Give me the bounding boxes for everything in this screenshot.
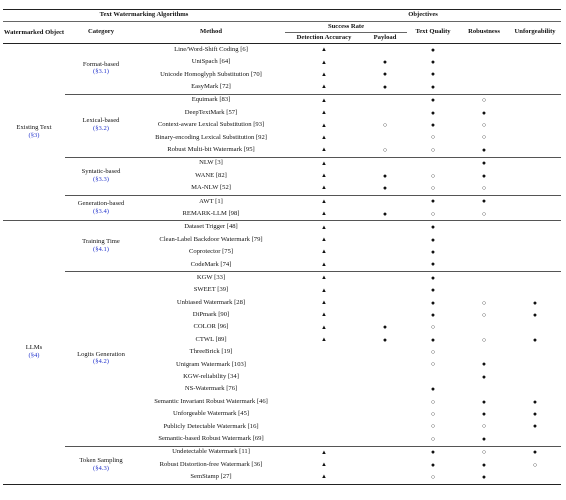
mark-pl: [363, 107, 407, 119]
mark-uf: [509, 471, 561, 484]
category-section-link[interactable]: (§4.3): [93, 464, 109, 472]
robustness-header: Robustness: [468, 28, 500, 36]
object-section-link[interactable]: (§3): [28, 131, 40, 139]
mark-uf: ●: [532, 397, 538, 406]
mark-rb: ●: [481, 145, 487, 154]
method-cell: Binary-encoding Lexical Substitution [92]: [155, 133, 267, 141]
mark-uf: [509, 433, 561, 446]
mark-da: ▲: [321, 337, 327, 344]
mark-tq: ●: [430, 235, 436, 244]
mark-da: ▲: [285, 94, 363, 107]
mark-uf: [509, 208, 561, 221]
mark-tq: ●: [407, 221, 459, 234]
mark-tq: ○: [430, 133, 436, 142]
category-name: Lexical-based: [82, 117, 120, 125]
mark-tq: ●: [407, 195, 459, 208]
category-section-link[interactable]: (§3.1): [93, 68, 109, 76]
mark-uf: ○: [532, 460, 538, 469]
method-cell: KGW-reliability [34]: [183, 373, 239, 381]
text-quality-header: Text Quality: [415, 28, 451, 36]
mark-rb: [459, 259, 509, 272]
mark-da: ▲: [321, 84, 327, 91]
mark-uf: [509, 94, 561, 107]
mark-uf: [509, 107, 561, 119]
table-row: [3, 195, 561, 208]
mark-da: [285, 371, 363, 383]
mark-uf: [509, 132, 561, 144]
mark-da: ▲: [285, 272, 363, 285]
mark-da: ▲: [321, 237, 327, 244]
mark-pl: ○: [382, 121, 388, 130]
mark-da: [285, 433, 363, 446]
mark-uf: [509, 272, 561, 285]
mark-pl: [363, 471, 407, 484]
mark-uf: [509, 144, 561, 157]
mark-rb: ●: [459, 157, 509, 170]
mark-uf: [509, 56, 561, 68]
mark-tq: ●: [407, 446, 459, 459]
table-row: [3, 221, 561, 234]
method-cell: CodeMark [74]: [190, 260, 232, 268]
category-name: Token Sampling: [79, 456, 123, 464]
mark-da: ▲: [285, 446, 363, 459]
mark-rb: ●: [481, 171, 487, 180]
mark-uf: [509, 346, 561, 358]
mark-tq: ○: [430, 183, 436, 192]
method-cell: Publicly Detectable Watermark [16]: [163, 422, 259, 430]
mark-pl: ●: [382, 171, 388, 180]
category-section-link[interactable]: (§3.2): [93, 125, 109, 133]
mark-pl: ●: [382, 183, 388, 192]
mark-tq: ○: [430, 410, 436, 419]
table-body: [3, 44, 561, 485]
method-cell: SWEET [39]: [193, 286, 229, 294]
mark-uf: [509, 195, 561, 208]
mark-uf: ●: [509, 446, 561, 459]
mark-da: ▲: [321, 59, 327, 66]
mark-pl: [363, 396, 407, 408]
mark-rb: ○: [481, 422, 487, 431]
table-row: [3, 94, 561, 107]
mark-pl: [363, 157, 407, 170]
mark-da: ▲: [321, 211, 327, 218]
mark-pl: [363, 94, 407, 107]
method-cell: Equimark [83]: [137, 94, 285, 107]
category-section-link[interactable]: (§4.1): [93, 245, 109, 253]
method-cell: NLW [3]: [137, 157, 285, 170]
table-row: [3, 272, 561, 285]
mark-da: ▲: [321, 287, 327, 294]
mark-uf: [509, 182, 561, 195]
mark-tq: ○: [430, 323, 436, 332]
method-cell: UniSpach [64]: [191, 58, 231, 66]
mark-da: ▲: [321, 147, 327, 154]
mark-rb: ●: [481, 360, 487, 369]
category-section-link[interactable]: (§3.4): [93, 207, 109, 215]
mark-da: ▲: [321, 134, 327, 141]
mark-pl: ●: [382, 323, 388, 332]
mark-tq: ●: [430, 82, 436, 91]
mark-pl: ●: [382, 209, 388, 218]
mark-pl: [363, 459, 407, 471]
watermarked-object-cell: [3, 221, 65, 484]
mark-uf: [509, 44, 561, 57]
method-cell: Coprotector [75]: [188, 248, 234, 256]
mark-da: ▲: [321, 324, 327, 331]
mark-pl: [363, 446, 407, 459]
mark-da: [285, 408, 363, 420]
mark-tq: ○: [430, 360, 436, 369]
mark-rb: [459, 44, 509, 57]
mark-rb: ○: [481, 133, 487, 142]
category-section-link[interactable]: (§4.2): [93, 358, 109, 366]
mark-rb: [459, 322, 509, 334]
method-cell: AWT [1]: [137, 195, 285, 208]
mark-uf: ●: [532, 335, 538, 344]
method-cell: WANE [82]: [195, 171, 227, 179]
mark-pl: [363, 132, 407, 144]
category-header: Category: [88, 28, 114, 36]
mark-da: ▲: [321, 300, 327, 306]
mark-da: ▲: [321, 71, 327, 78]
mark-da: ▲: [321, 312, 327, 319]
method-cell: EasyMark [72]: [191, 83, 231, 91]
watermarking-table: [3, 9, 561, 485]
mark-pl: [363, 421, 407, 433]
mark-uf: ●: [532, 310, 538, 319]
mark-uf: [509, 119, 561, 131]
mark-tq: ●: [430, 385, 436, 394]
mark-pl: ●: [382, 82, 388, 91]
mark-rb: [459, 221, 509, 234]
mark-pl: [363, 384, 407, 396]
table-row: [3, 44, 561, 57]
mark-tq: ●: [430, 58, 436, 67]
mark-rb: [459, 81, 509, 94]
mark-tq: ●: [430, 70, 436, 79]
mark-uf: [509, 234, 561, 246]
method-cell: CTWL [89]: [195, 335, 227, 343]
method-cell: NS-Watermark [76]: [184, 385, 238, 393]
mark-rb: ○: [481, 209, 487, 218]
method-cell: REMARK-LLM [98]: [182, 209, 240, 217]
mark-uf: [509, 359, 561, 371]
mark-pl: [363, 297, 407, 309]
mark-tq: [407, 157, 459, 170]
algorithms-group-header: Text Watermarking Algorithms: [3, 10, 285, 22]
method-cell: Robust Multi-bit Watermark [95]: [167, 146, 255, 154]
mark-rb: ○: [481, 183, 487, 192]
method-cell: Semantic-based Robust Watermark [69]: [158, 435, 264, 442]
table-row: [3, 157, 561, 170]
mark-da: [285, 421, 363, 433]
method-cell: Unigram Watermark [103]: [175, 360, 247, 368]
unforgeability-header: Unforgeability: [514, 28, 556, 36]
mark-tq: ○: [407, 471, 459, 484]
mark-da: ▲: [285, 157, 363, 170]
mark-da: [285, 359, 363, 371]
category-name: Logits Generation: [77, 350, 125, 358]
mark-rb: ●: [481, 410, 487, 419]
mark-uf: [509, 221, 561, 234]
mark-rb: ○: [481, 121, 487, 130]
method-cell: Robust Distortion-free Watermark [36]: [159, 460, 263, 468]
category-name: Generation-based: [77, 199, 125, 207]
mark-pl: [363, 234, 407, 246]
method-cell: Unforgeable Watermark [45]: [172, 410, 250, 418]
method-cell: Unbiased Watermark [28]: [176, 298, 246, 306]
mark-rb: ○: [481, 310, 487, 319]
mark-da: [285, 346, 363, 358]
mark-da: ▲: [321, 185, 327, 192]
method-cell: ThreeBrick [19]: [189, 348, 233, 356]
mark-uf: [509, 170, 561, 182]
mark-rb: [459, 69, 509, 81]
mark-pl: ●: [382, 335, 388, 344]
mark-da: ▲: [321, 462, 327, 469]
detection-accuracy-header: Detection Accuracy: [296, 33, 352, 41]
mark-uf: [509, 81, 561, 94]
method-cell: DiPmark [90]: [192, 311, 230, 319]
mark-pl: [363, 284, 407, 296]
mark-uf: [509, 259, 561, 272]
mark-rb: ●: [459, 195, 509, 208]
method-cell: Semantic Invariant Robust Watermark [46]: [154, 397, 268, 405]
method-header: Method: [200, 28, 222, 36]
method-cell: DeepTextMark [57]: [184, 108, 238, 116]
mark-da: ▲: [321, 261, 327, 268]
mark-pl: [363, 408, 407, 420]
mark-rb: [459, 272, 509, 285]
mark-uf: [509, 246, 561, 258]
mark-da: ▲: [285, 471, 363, 484]
object-name: LLMs: [25, 344, 43, 352]
mark-uf: [509, 157, 561, 170]
method-cell: Context-aware Lexical Substitution [93]: [157, 121, 265, 129]
mark-pl: [363, 309, 407, 321]
mark-rb: [459, 284, 509, 296]
mark-rb: [459, 384, 509, 396]
mark-rb: ●: [481, 397, 487, 406]
method-cell: MA-NLW [52]: [191, 184, 231, 192]
mark-uf: [509, 322, 561, 334]
table-row: [3, 446, 561, 459]
mark-rb: ●: [481, 460, 487, 469]
object-name: Existing Text: [16, 124, 52, 132]
mark-rb: ●: [481, 434, 487, 443]
mark-pl: ●: [382, 58, 388, 67]
mark-da: ▲: [321, 173, 327, 180]
mark-rb: ○: [459, 94, 509, 107]
mark-tq: ●: [430, 286, 436, 295]
mark-rb: [459, 234, 509, 246]
mark-da: ▲: [285, 221, 363, 234]
mark-da: [285, 396, 363, 408]
mark-tq: ●: [430, 460, 436, 469]
success-rate-header: Success Rate: [285, 22, 407, 33]
mark-da: ▲: [321, 47, 327, 54]
mark-tq: ●: [407, 94, 459, 107]
mark-tq: ●: [430, 260, 436, 269]
mark-uf: [509, 284, 561, 296]
mark-uf: [509, 69, 561, 81]
mark-uf: ●: [532, 410, 538, 419]
watermarked-object-cell: [3, 44, 65, 221]
mark-da: ▲: [321, 110, 327, 117]
method-cell: Line/Word-Shift Coding [6]: [174, 45, 248, 53]
category-name: Training Time: [82, 238, 120, 246]
payload-header: Payload: [373, 33, 397, 41]
mark-uf: ●: [532, 298, 538, 307]
mark-tq: ○: [430, 422, 436, 431]
category-cell: [65, 272, 137, 446]
category-cell: [65, 94, 137, 157]
mark-tq: ○: [430, 209, 436, 218]
mark-tq: ●: [430, 121, 436, 130]
mark-pl: [363, 371, 407, 383]
category-cell: [65, 195, 137, 221]
mark-uf: [509, 384, 561, 396]
method-cell: Dataset Trigger [48]: [137, 221, 285, 234]
mark-tq: ●: [430, 108, 436, 117]
category-name: Syntatic-based: [81, 168, 121, 175]
mark-tq: ●: [430, 45, 436, 54]
mark-tq: ○: [430, 171, 436, 180]
mark-pl: [363, 195, 407, 208]
mark-tq: ○: [430, 434, 436, 443]
category-section-link[interactable]: (§3.3): [93, 175, 109, 183]
mark-pl: [363, 346, 407, 358]
mark-pl: [363, 44, 407, 57]
method-cell: Clean-Label Backdoor Watermark [79]: [159, 235, 263, 243]
mark-pl: [363, 259, 407, 272]
mark-tq: ○: [430, 348, 436, 357]
mark-rb: ○: [481, 298, 487, 307]
mark-tq: ●: [430, 310, 436, 319]
mark-tq: ○: [430, 397, 436, 406]
mark-pl: [363, 272, 407, 285]
mark-pl: [363, 433, 407, 446]
mark-tq: ●: [430, 335, 436, 344]
mark-tq: ●: [430, 247, 436, 256]
mark-da: ▲: [321, 122, 327, 129]
category-cell: [65, 446, 137, 484]
mark-rb: ●: [481, 108, 487, 117]
mark-rb: ○: [481, 335, 487, 344]
mark-uf: ●: [532, 422, 538, 431]
mark-rb: ●: [459, 471, 509, 484]
object-section-link[interactable]: (§4): [28, 352, 40, 360]
mark-pl: [363, 359, 407, 371]
mark-da: ▲: [285, 195, 363, 208]
mark-rb: ○: [459, 446, 509, 459]
objectives-group-header: Objectives: [285, 10, 561, 22]
mark-pl: [363, 221, 407, 234]
watermarked-object-header: Watermarked Object: [3, 28, 65, 36]
category-cell: [65, 221, 137, 272]
mark-uf: [509, 371, 561, 383]
mark-tq: [407, 371, 459, 383]
mark-da: [285, 384, 363, 396]
mark-rb: ●: [481, 372, 487, 381]
method-cell: Undetectable Watermark [11]: [137, 446, 285, 459]
method-cell: KGW [33]: [137, 272, 285, 285]
category-cell: [65, 44, 137, 95]
mark-tq: ○: [430, 145, 436, 154]
mark-tq: ●: [407, 272, 459, 285]
mark-rb: [459, 346, 509, 358]
mark-pl: ○: [382, 145, 388, 154]
mark-da: ▲: [321, 249, 327, 256]
mark-tq: ●: [430, 298, 436, 307]
category-cell: [65, 157, 137, 195]
mark-rb: [459, 56, 509, 68]
mark-pl: ●: [382, 70, 388, 79]
method-cell: COLOR [96]: [193, 323, 229, 331]
method-cell: SemStamp [27]: [137, 471, 285, 484]
mark-pl: [363, 246, 407, 258]
mark-rb: [459, 246, 509, 258]
method-cell: Unicode Homoglyph Substitution [70]: [160, 70, 262, 78]
category-name: Format-based: [82, 60, 120, 68]
